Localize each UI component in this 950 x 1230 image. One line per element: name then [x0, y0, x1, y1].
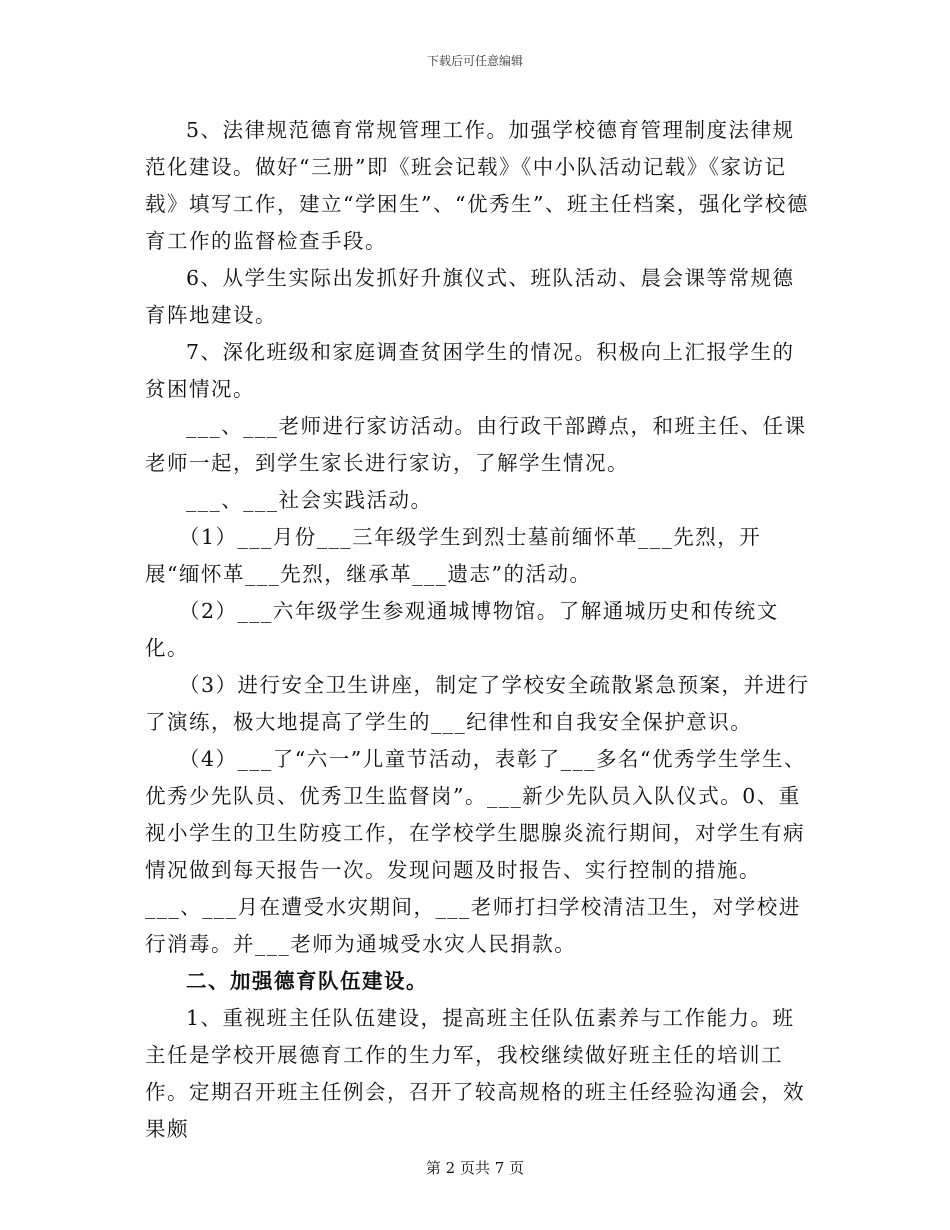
subitem-1-martyrs: （1）___月份___三年级学生到烈士墓前缅怀革___先烈，开展“缅怀革___先烈，继承革___遗志”的活动。: [145, 525, 762, 586]
paragraph-6-routine-activities: 6、从学生实际出发抓好升旗仪式、班队活动、晨会课等常规德育阵地建设。: [145, 266, 795, 327]
section-heading-team-building: 二、加强德育队伍建设。: [186, 969, 428, 993]
paragraph-home-visits: ___、___老师进行家访活动。由行政干部蹲点，和班主任、任课老师一起，到学生家长进行家访，了解学生情况。: [145, 414, 807, 475]
subitem-2-museum: （2）___六年级学生参观通城博物馆。了解通城历史和传统文化。: [145, 599, 779, 660]
paragraph-7-poor-students: 7、深化班级和家庭调查贫困学生的情况。积极向上汇报学生的贫困情况。: [145, 340, 795, 401]
subitem-4-childrens-day: （4）___了“六一”儿童节活动，表彰了___多名“优秀学生学生、优秀少先队员、优秀卫生监督岗”。___新少先队员入队仪式。0、重视小学生的卫生防疫工作，在学校学生腮腺炎流行期间，对学生有病情况做到每天报告一次。发现问题及时报告、实行控制的措施。___、___月在遭受水灾期间，___老师打扫学校清洁卫生，对学校进行消毒。并___老师为通城受水灾人民捐款。: [145, 747, 806, 956]
page-footer: 第 2 页共 7 页: [425, 1159, 525, 1177]
paragraph-social-practice: ___、___社会实践活动。: [186, 488, 433, 512]
document-body: [145, 112, 815, 1148]
paragraph-5-legal-management: 5、法律规范德育常规管理工作。加强学校德育管理制度法律规范化建设。做好“三册”即《班会记载》《中小队活动记载》《家访记载》填写工作，建立“学困生”、“优秀生”、班主任档案，强化学校德育工作的监督检查手段。: [145, 118, 809, 253]
subitem-3-safety: （3）进行安全卫生讲座，制定了学校安全疏散紧急预案，并进行了演练，极大地提高了学生的___纪律性和自我安全保护意识。: [145, 673, 810, 734]
page-header: 下载后可任意编辑: [426, 54, 523, 68]
paragraph-1-class-teachers: 1、重视班主任队伍建设，提高班主任队伍素养与工作能力。班主任是学校开展德育工作的生力军，我校继续做好班主任的培训工作。定期召开班主任例会，召开了较高规格的班主任经验沟通会，效果颇: [145, 1006, 805, 1141]
